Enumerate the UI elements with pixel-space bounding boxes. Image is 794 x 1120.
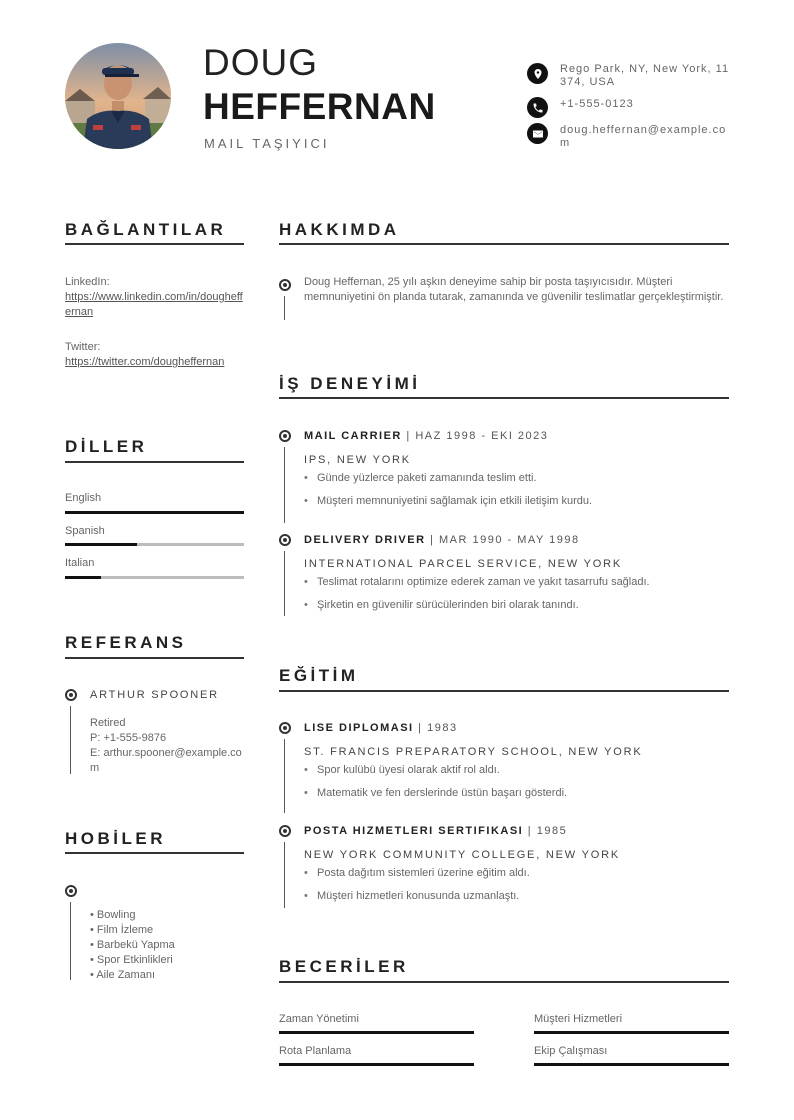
education-degree: POSTA HIZMETLERI SERTIFIKASI bbox=[304, 825, 524, 837]
email-text: doug.heffernan@example.com bbox=[560, 124, 727, 149]
linkedin-link[interactable]: https://www.linkedin.com/in/dougheffernan bbox=[65, 291, 243, 318]
timeline-marker-icon bbox=[65, 689, 77, 701]
section-title-references: REFERANS bbox=[65, 633, 187, 652]
education-bullet: • Posta dağıtım sistemleri üzerine eğitim aldı. bbox=[304, 866, 729, 889]
education-year: 1983 bbox=[427, 722, 458, 734]
skill-level-bar bbox=[534, 1031, 729, 1034]
address-text: Rego Park, NY, New York, 11374, USA bbox=[560, 63, 730, 88]
skill-label: Zaman Yönetimi bbox=[279, 1013, 359, 1025]
job-bullet: • Teslimat rotalarını optimize ederek zaman ve yakıt tasarrufu sağladı. bbox=[304, 575, 729, 598]
section-divider bbox=[279, 397, 729, 399]
language-level-bar bbox=[65, 543, 244, 546]
timeline-line bbox=[284, 739, 285, 813]
job-organization: IPS, NEW YORK bbox=[304, 454, 411, 466]
education-bullet: • Matematik ve fen derslerinde üstün başarı gösterdi. bbox=[304, 786, 729, 809]
skill-label: Rota Planlama bbox=[279, 1045, 352, 1057]
job-bullet: • Müşteri memnuniyetini sağlamak için etkili iletişim kurdu. bbox=[304, 494, 729, 517]
section-divider bbox=[279, 243, 729, 245]
language-label: Spanish bbox=[65, 525, 105, 537]
job-dates: MAR 1990 - MAY 1998 bbox=[439, 534, 580, 546]
job-bullet: • Günde yüzlerce paketi zamanında teslim etti. bbox=[304, 471, 729, 494]
timeline-marker-icon bbox=[65, 885, 77, 897]
reference-details bbox=[90, 716, 245, 776]
hobby-list bbox=[90, 908, 175, 983]
skill-label: Müşteri Hizmetleri bbox=[534, 1013, 623, 1025]
section-title-experience: İŞ DENEYİMİ bbox=[279, 374, 421, 393]
linkedin-label: LinkedIn: bbox=[65, 276, 110, 288]
timeline-marker-icon bbox=[279, 534, 291, 546]
reference-status: Retired bbox=[90, 717, 126, 729]
hobby-item: • Bowling bbox=[90, 908, 175, 923]
linkedin-entry bbox=[65, 275, 245, 320]
hobby-item: • Aile Zamanı bbox=[90, 968, 175, 983]
timeline-line bbox=[284, 551, 285, 616]
job-role: DELIVERY DRIVER bbox=[304, 534, 426, 546]
skill-level-bar bbox=[279, 1031, 474, 1034]
timeline-line bbox=[70, 902, 71, 980]
section-divider bbox=[279, 981, 729, 983]
section-divider bbox=[65, 852, 244, 854]
job-bullet: • Şirketin en güvenilir sürücülerinden biri olarak tanındı. bbox=[304, 598, 729, 621]
language-level-bar bbox=[65, 511, 244, 514]
reference-phone: P: +1-555-9876 bbox=[90, 732, 167, 744]
section-divider bbox=[279, 690, 729, 692]
language-level-fill bbox=[65, 576, 101, 579]
timeline-marker-icon bbox=[279, 825, 291, 837]
education-bullet-list bbox=[304, 866, 729, 912]
language-label: English bbox=[65, 492, 102, 504]
timeline-line bbox=[284, 447, 285, 523]
contact-email bbox=[527, 123, 730, 150]
timeline-line bbox=[284, 842, 285, 908]
job-heading: DELIVERY DRIVER | MAR 1990 - MAY 1998 bbox=[304, 534, 580, 546]
phone-text: +1-555-0123 bbox=[560, 98, 634, 110]
job-organization: INTERNATIONAL PARCEL SERVICE, NEW YORK bbox=[304, 558, 622, 570]
twitter-link[interactable]: https://twitter.com/dougheffernan bbox=[65, 356, 225, 368]
section-title-connections: BAĞLANTILAR bbox=[65, 220, 227, 239]
job-role: MAIL CARRIER bbox=[304, 430, 402, 442]
skill-level-bar bbox=[534, 1063, 729, 1066]
section-divider bbox=[65, 461, 244, 463]
section-divider bbox=[65, 657, 244, 659]
education-bullet: • Müşteri hizmetleri konusunda uzmanlaştı. bbox=[304, 889, 729, 912]
education-bullet: • Spor kulübü üyesi olarak aktif rol aldı. bbox=[304, 763, 729, 786]
first-name: DOUG bbox=[203, 42, 318, 83]
skill-label: Ekip Çalışması bbox=[534, 1045, 608, 1057]
reference-email: E: arthur.spooner@example.com bbox=[90, 747, 242, 774]
section-title-languages: DİLLER bbox=[65, 437, 148, 456]
hobby-item: • Barbekü Yapma bbox=[90, 938, 175, 953]
profile-photo bbox=[65, 43, 171, 149]
education-school: ST. FRANCIS PREPARATORY SCHOOL, NEW YORK bbox=[304, 746, 643, 758]
about-text: Doug Heffernan, 25 yılı aşkın deneyime sahip bir posta taşıyıcısıdır. Müşteri memnuniyetini ön planda tutarak, zamanında ve güvenilir teslimatlar gerçekleştirmiştir. bbox=[304, 276, 724, 303]
section-title-hobbies: HOBİLER bbox=[65, 829, 166, 848]
education-year: 1985 bbox=[536, 825, 568, 837]
hobby-item: • Spor Etkinlikleri bbox=[90, 953, 175, 968]
phone-icon bbox=[527, 97, 548, 118]
timeline-line bbox=[284, 296, 285, 320]
reference-name: ARTHUR SPOONER bbox=[90, 689, 219, 701]
envelope-icon bbox=[527, 123, 548, 144]
last-name: HEFFERNAN bbox=[203, 86, 436, 127]
timeline-marker-icon bbox=[279, 279, 291, 291]
language-level-fill bbox=[65, 543, 137, 546]
language-level-fill bbox=[65, 511, 244, 514]
twitter-label: Twitter: bbox=[65, 341, 101, 353]
education-school: NEW YORK COMMUNITY COLLEGE, NEW YORK bbox=[304, 849, 621, 861]
job-bullet-list bbox=[304, 471, 729, 517]
contact-phone bbox=[527, 97, 730, 118]
location-pin-icon bbox=[527, 63, 548, 84]
contact-address bbox=[527, 63, 730, 89]
education-heading: POSTA HIZMETLERI SERTIFIKASI | 1985 bbox=[304, 825, 568, 837]
section-title-skills: BECERİLER bbox=[279, 957, 409, 976]
job-title: MAIL TAŞIYICI bbox=[204, 136, 330, 151]
job-bullet-list bbox=[304, 575, 729, 621]
job-dates: HAZ 1998 - EKI 2023 bbox=[415, 430, 549, 442]
language-level-bar bbox=[65, 576, 244, 579]
section-title-education: EĞİTİM bbox=[279, 666, 359, 685]
twitter-entry bbox=[65, 340, 245, 370]
section-divider bbox=[65, 243, 244, 245]
education-degree: LISE DIPLOMASI bbox=[304, 722, 414, 734]
language-label: Italian bbox=[65, 557, 95, 569]
timeline-marker-icon bbox=[279, 430, 291, 442]
job-heading: MAIL CARRIER | HAZ 1998 - EKI 2023 bbox=[304, 430, 549, 442]
skill-level-bar bbox=[279, 1063, 474, 1066]
timeline-marker-icon bbox=[279, 722, 291, 734]
hobby-item: • Film İzleme bbox=[90, 923, 175, 938]
education-bullet-list bbox=[304, 763, 729, 809]
section-title-about: HAKKIMDA bbox=[279, 220, 400, 239]
timeline-line bbox=[70, 706, 71, 774]
profile-photo-image bbox=[65, 43, 171, 149]
education-heading: LISE DIPLOMASI | 1983 bbox=[304, 722, 458, 734]
